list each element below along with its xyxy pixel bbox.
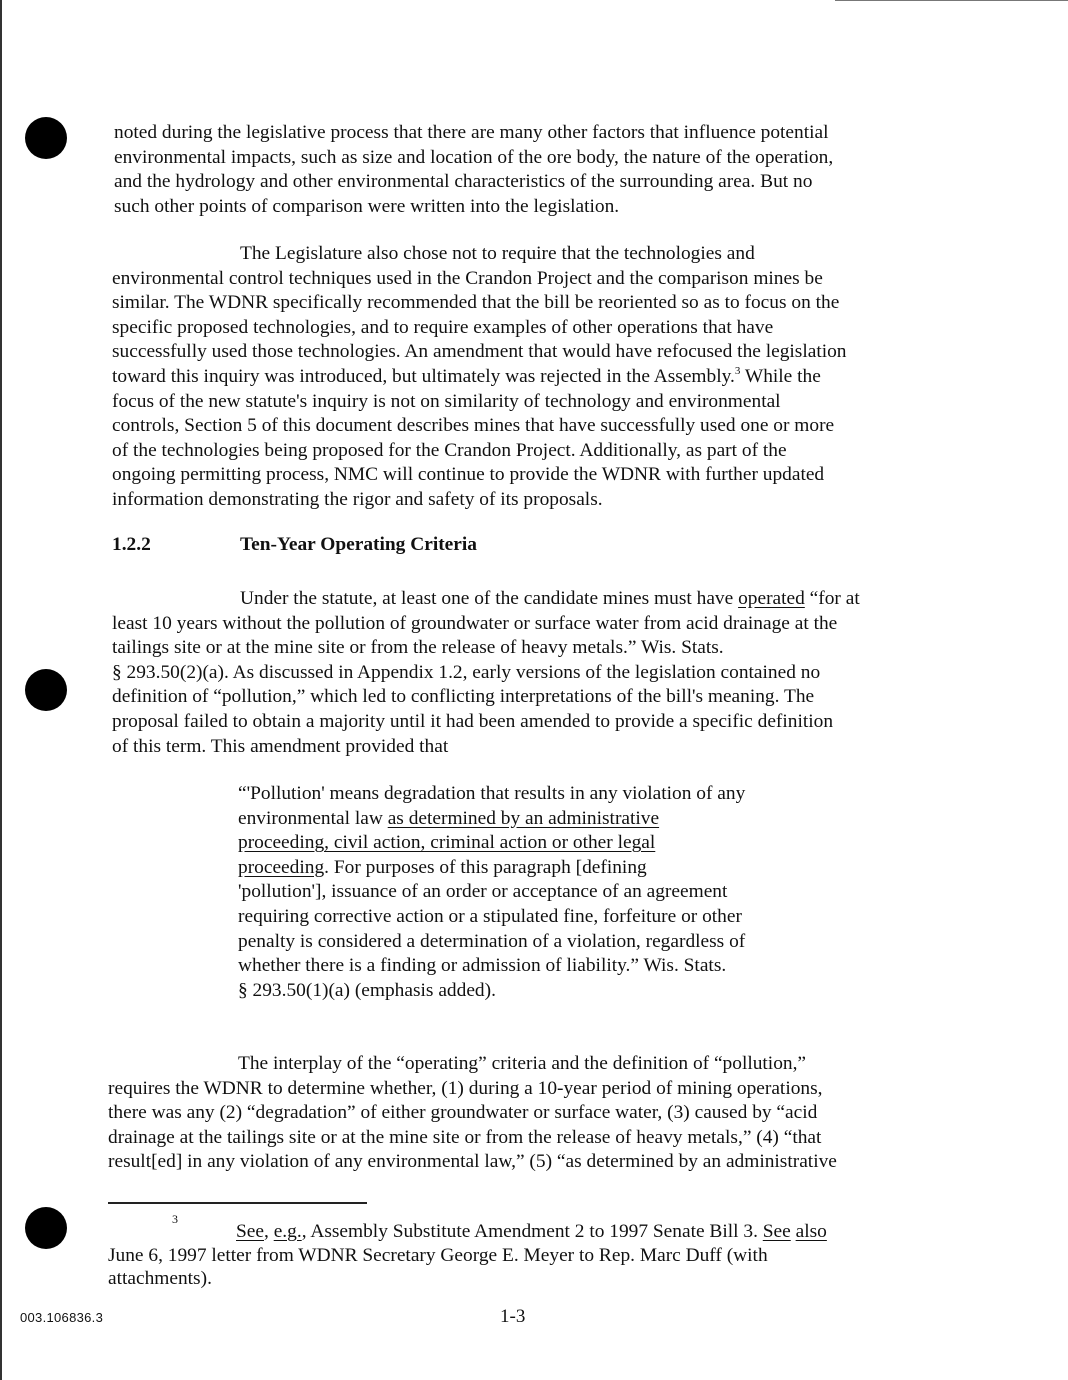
emphasis-underline: operated xyxy=(738,588,805,609)
footnote-text xyxy=(108,1220,827,1291)
quote-line: penalty is considered a determination of a violation, regardless of xyxy=(238,930,746,952)
hole-punch-mark xyxy=(25,1207,67,1249)
text-line: least 10 years without the pollution of groundwater or surface water from acid drainage at the xyxy=(112,612,838,634)
text-line: requires the WDNR to determine whether, (1) during a 10-year period of mining operations, xyxy=(108,1077,823,1099)
text-line: definition of “pollution,” which led to conflicting interpretations of the bill's meaning. The xyxy=(112,686,815,708)
paragraph-1 xyxy=(114,121,833,219)
text-line: tailings site or at the mine site or from the release of heavy metals.” Wis. Stats. xyxy=(112,637,724,659)
emphasis-underline: as determined by an administrative xyxy=(387,807,660,829)
text-segment: environmental law xyxy=(238,807,388,829)
quote-line: § 293.50(1)(a) (emphasis added). xyxy=(238,979,496,1001)
emphasis-underline: also xyxy=(795,1221,827,1242)
emphasis-underline: See xyxy=(236,1221,264,1242)
text-line: The Legislature also chose not to require that the technologies and xyxy=(240,243,755,264)
hole-punch-mark xyxy=(25,669,67,711)
quote-line xyxy=(238,807,745,832)
text-line: successfully used those technologies. An amendment that would have refocused the legislation xyxy=(112,341,847,363)
text-segment: , Assembly Substitute Amendment 2 to 1997 Senate Bill 3. xyxy=(301,1221,763,1242)
text-line: controls, Section 5 of this document describes mines that have successfully used one or more xyxy=(112,415,835,437)
text-line: ongoing permitting process, NMC will continue to provide the WDNR with further updated xyxy=(112,464,825,486)
quote-line xyxy=(238,831,745,856)
text-line: and the hydrology and other environmental characteristics of the surrounding area. But no xyxy=(114,171,813,193)
text-segment: Under the statute, at least one of the candidate mines must have xyxy=(240,588,739,609)
footnote-number: 3 xyxy=(172,1212,178,1226)
text-line: June 6, 1997 letter from WDNR Secretary George E. Meyer to Rep. Marc Duff (with xyxy=(108,1244,768,1266)
scan-left-edge xyxy=(0,0,2,1380)
page-number: 1-3 xyxy=(500,1306,526,1327)
paragraph-2 xyxy=(112,242,847,513)
quote-line: 'pollution'], issuance of an order or acceptance of an agreement xyxy=(238,881,728,903)
text-segment: While the xyxy=(740,365,821,387)
text-segment: . For purposes of this paragraph [defining xyxy=(324,856,647,878)
footnote-separator xyxy=(108,1202,367,1204)
text-line: attachments). xyxy=(108,1268,212,1289)
emphasis-underline: See xyxy=(762,1221,791,1242)
text-line: proposal failed to obtain a majority until it had been amended to provide a specific definition xyxy=(112,710,834,732)
text-line: See, e.g., Assembly Substitute Amendment 2 to 1997 Senate Bill 3. See also xyxy=(236,1221,827,1242)
footnote-reference: 3 xyxy=(734,364,741,377)
text-line: noted during the legislative process that there are many other factors that influence potential xyxy=(114,122,829,143)
section-title: Ten-Year Operating Criteria xyxy=(240,534,477,555)
text-line: similar. The WDNR specifically recommended that the bill be reoriented so as to focus on the xyxy=(112,292,840,314)
text-line xyxy=(112,587,860,612)
quote-line: requiring corrective action or a stipulated fine, forfeiture or other xyxy=(238,905,742,927)
text-line: such other points of comparison were written into the legislation. xyxy=(114,195,620,217)
document-id: 003.106836.3 xyxy=(20,1310,104,1325)
text-line xyxy=(112,365,847,390)
emphasis-underline: proceeding, civil action, criminal action or other legal xyxy=(238,832,656,854)
text-line: of this term. This amendment provided that xyxy=(112,735,449,757)
text-line: result[ed] in any violation of any environmental law,” (5) “as determined by an administrative xyxy=(108,1151,837,1173)
text-line: information demonstrating the rigor and safety of its proposals. xyxy=(112,488,603,510)
text-line: environmental impacts, such as size and location of the ore body, the nature of the operation, xyxy=(114,146,834,168)
text-line: of the technologies being proposed for the Crandon Project. Additionally, as part of the xyxy=(112,439,787,461)
section-number: 1.2.2 xyxy=(112,534,151,555)
paragraph-4 xyxy=(108,1052,837,1175)
text-line: The interplay of the “operating” criteria and the definition of “pollution,” xyxy=(238,1053,807,1074)
quote-line xyxy=(238,856,745,881)
emphasis-underline: proceeding xyxy=(238,856,325,878)
text-line: environmental control techniques used in the Crandon Project and the comparison mines be xyxy=(112,267,823,289)
text-segment: toward this inquiry was introduced, but ultimately was rejected in the Assembly. xyxy=(112,365,735,387)
text-line: specific proposed technologies, and to require examples of other operations that have xyxy=(112,316,774,338)
top-edge-rule xyxy=(835,0,1068,1)
quote-line: “'Pollution' means degradation that results in any violation of any xyxy=(238,783,746,804)
quote-line: whether there is a finding or admission of liability.” Wis. Stats. xyxy=(238,955,727,977)
text-line: § 293.50(2)(a). As discussed in Appendix 1.2, early versions of the legislation contained no xyxy=(112,661,821,683)
block-quote xyxy=(238,782,745,1003)
paragraph-3 xyxy=(112,587,860,759)
hole-punch-mark xyxy=(25,117,67,159)
text-line: there was any (2) “degradation” of either groundwater or surface water, (3) caused by “acid xyxy=(108,1102,818,1124)
text-segment: “for at xyxy=(804,588,860,609)
text-line: drainage at the tailings site or at the mine site or from the release of heavy metals,” (4) “that xyxy=(108,1126,822,1148)
emphasis-underline: e.g. xyxy=(273,1221,302,1242)
text-line: focus of the new statute's inquiry is not on similarity of technology and environmental xyxy=(112,390,781,412)
